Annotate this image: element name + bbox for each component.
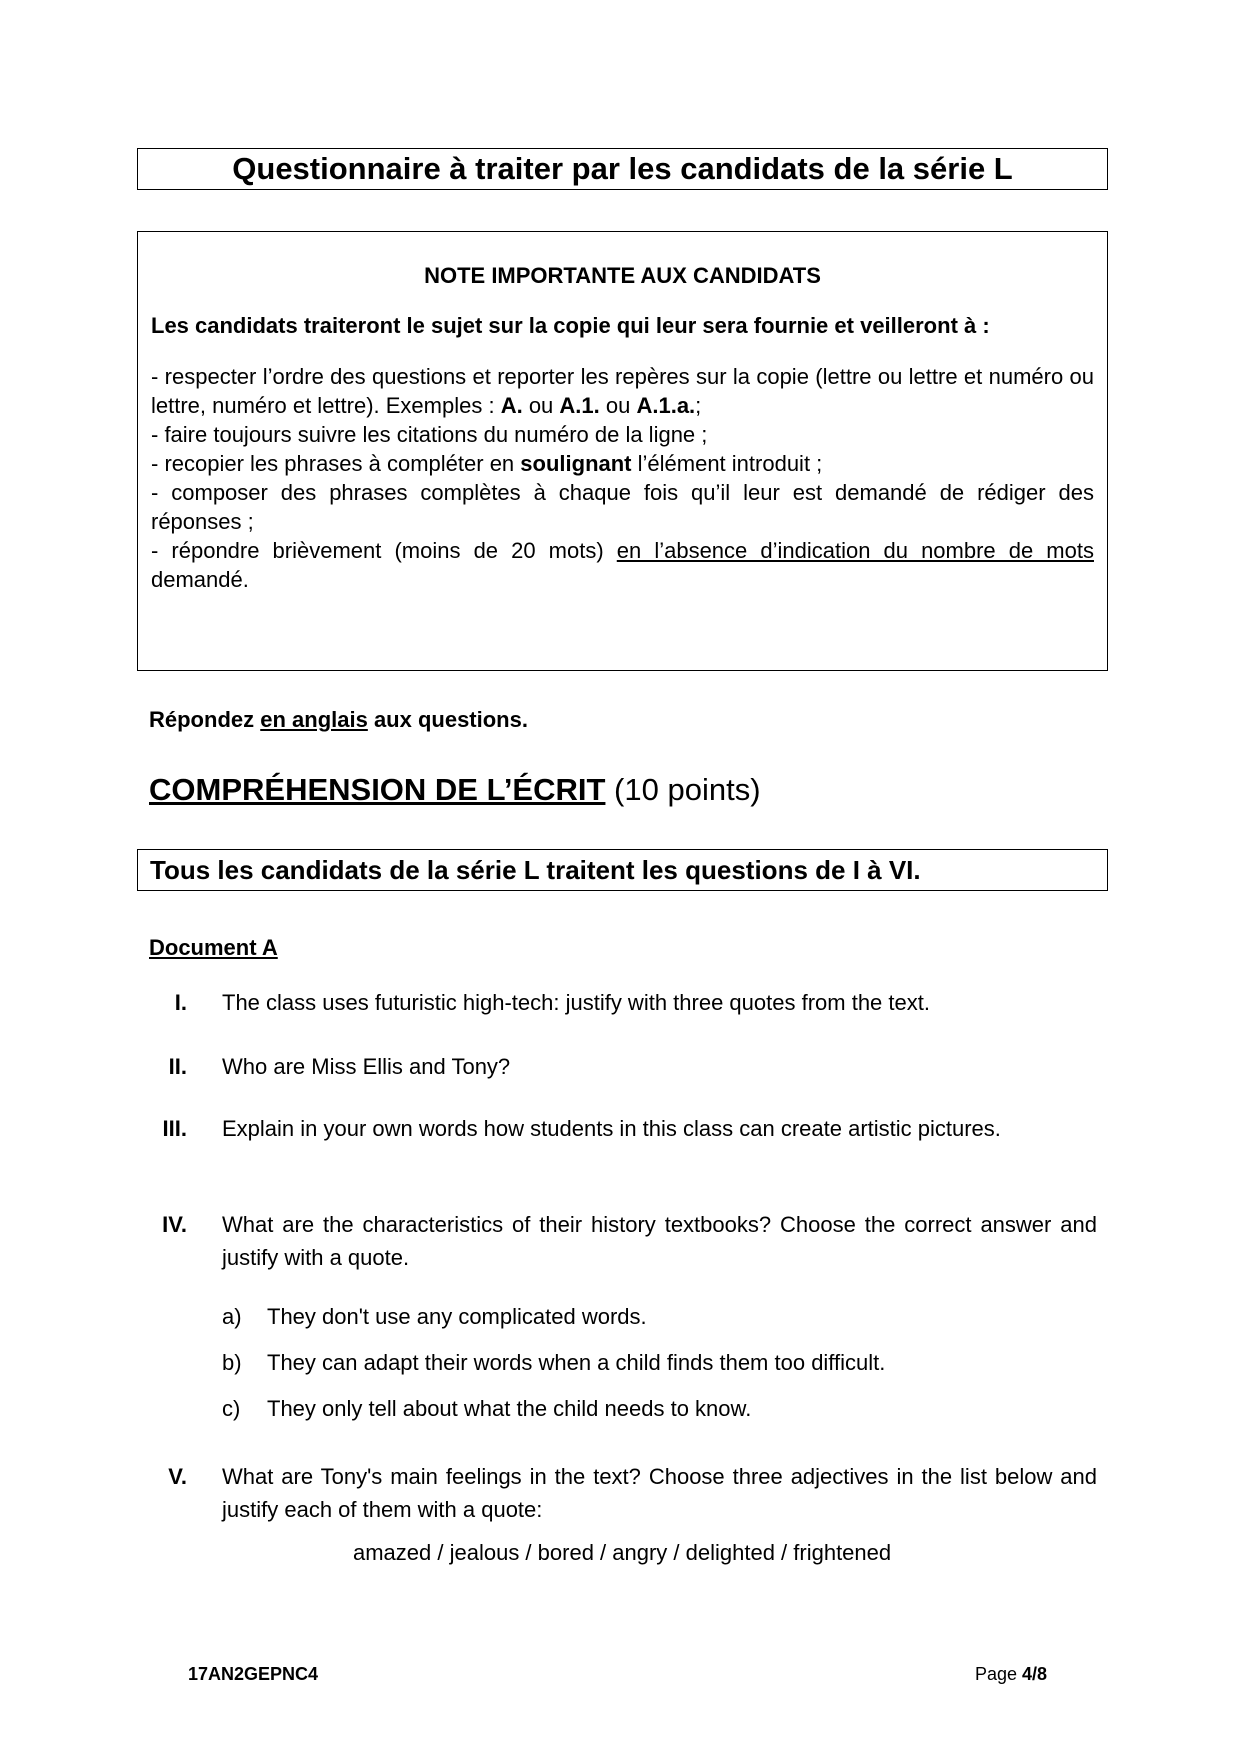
question-2 xyxy=(149,1050,1097,1083)
note-rules xyxy=(151,362,1094,594)
section-title: COMPRÉHENSION DE L’ÉCRIT xyxy=(149,772,606,807)
exam-code: 17AN2GEPNC4 xyxy=(188,1664,319,1684)
question-text: The class uses futuristic high-tech: justify with three quotes from the text. xyxy=(222,990,930,1015)
rule-5-suffix: demandé. xyxy=(151,567,249,592)
question-number: I. xyxy=(174,990,187,1015)
note-intro: Les candidats traiteront le sujet sur la copie qui leur sera fournie et veilleront à : xyxy=(151,313,990,338)
page-number xyxy=(975,1662,1047,1686)
rule-1-text: - respecter l’ordre des questions et reporter les repères sur la copie (lettre ou lettre et numéro ou lettre, numéro et lettre). Exemples : xyxy=(151,364,1094,418)
question-text: What are Tony's main feelings in the text? Choose three adjectives in the list below and justify each of them with a quote: xyxy=(222,1464,1097,1522)
question-4 xyxy=(149,1208,1097,1274)
rule-3-suffix: l’élément introduit ; xyxy=(631,451,823,476)
question-text: What are the characteristics of their history textbooks? Choose the correct answer and justify with a quote. xyxy=(222,1212,1097,1270)
note-rule-1 xyxy=(151,362,1094,420)
subheader-box: Tous les candidats de la série L traitent les questions de I à VI. xyxy=(137,849,1108,891)
rule-5-prefix: - répondre brièvement (moins de 20 mots) xyxy=(151,538,617,563)
question-1 xyxy=(149,986,1097,1019)
page-count: 4/8 xyxy=(1022,1664,1048,1684)
page-label: Page xyxy=(975,1664,1023,1684)
rule-1-or-1: ou xyxy=(522,393,560,418)
section-heading xyxy=(149,770,761,810)
option-c xyxy=(222,1392,1092,1425)
question-number: V. xyxy=(168,1464,187,1489)
note-rule-4: - composer des phrases complètes à chaque fois qu’il leur est demandé de rédiger des réponses ; xyxy=(151,480,1094,534)
question-3 xyxy=(149,1112,1097,1145)
rule-5-underlined: en l’absence d’indication du nombre de mots xyxy=(616,538,1094,563)
option-text: They only tell about what the child needs to know. xyxy=(267,1396,752,1421)
rule-1-example-2: A.1. xyxy=(559,393,600,418)
option-text: They don't use any complicated words. xyxy=(267,1304,647,1329)
note-title: NOTE IMPORTANTE AUX CANDIDATS xyxy=(424,263,821,288)
note-rule-2: - faire toujours suivre les citations du numéro de la ligne ; xyxy=(151,422,708,447)
option-b xyxy=(222,1346,1092,1379)
question-number: III. xyxy=(162,1116,187,1141)
note-rule-3 xyxy=(151,449,1094,478)
question-5 xyxy=(149,1460,1097,1526)
document-label: Document A xyxy=(149,935,278,960)
rule-1-or-2: ou xyxy=(599,393,637,418)
note-rule-5 xyxy=(151,536,1094,594)
option-a xyxy=(222,1300,1092,1333)
instruction-underlined: en anglais xyxy=(260,707,368,732)
question-number: II. xyxy=(168,1054,187,1079)
answer-language-instruction xyxy=(149,706,528,734)
rule-1-end: ; xyxy=(695,393,702,418)
page-title: Questionnaire à traiter par les candidats de la série L xyxy=(137,148,1108,190)
question-number: IV. xyxy=(162,1212,187,1237)
rule-1-example-3: A.1.a. xyxy=(636,393,696,418)
option-letter: a) xyxy=(222,1304,242,1329)
adjective-list: amazed / jealous / bored / angry / delighted / frightened xyxy=(353,1540,892,1565)
section-points: (10 points) xyxy=(605,772,761,807)
important-note-box xyxy=(137,231,1108,671)
rule-1-example-1: A. xyxy=(500,393,523,418)
instruction-prefix: Répondez xyxy=(149,707,261,732)
option-text: They can adapt their words when a child finds them too difficult. xyxy=(267,1350,886,1375)
instruction-suffix: aux questions. xyxy=(367,707,528,732)
question-text: Who are Miss Ellis and Tony? xyxy=(222,1054,511,1079)
question-text: Explain in your own words how students in this class can create artistic pictures. xyxy=(222,1116,1001,1141)
rule-3-bold: soulignant xyxy=(520,451,632,476)
option-letter: b) xyxy=(222,1350,242,1375)
rule-3-prefix: - recopier les phrases à compléter en xyxy=(151,451,521,476)
option-letter: c) xyxy=(222,1396,241,1421)
